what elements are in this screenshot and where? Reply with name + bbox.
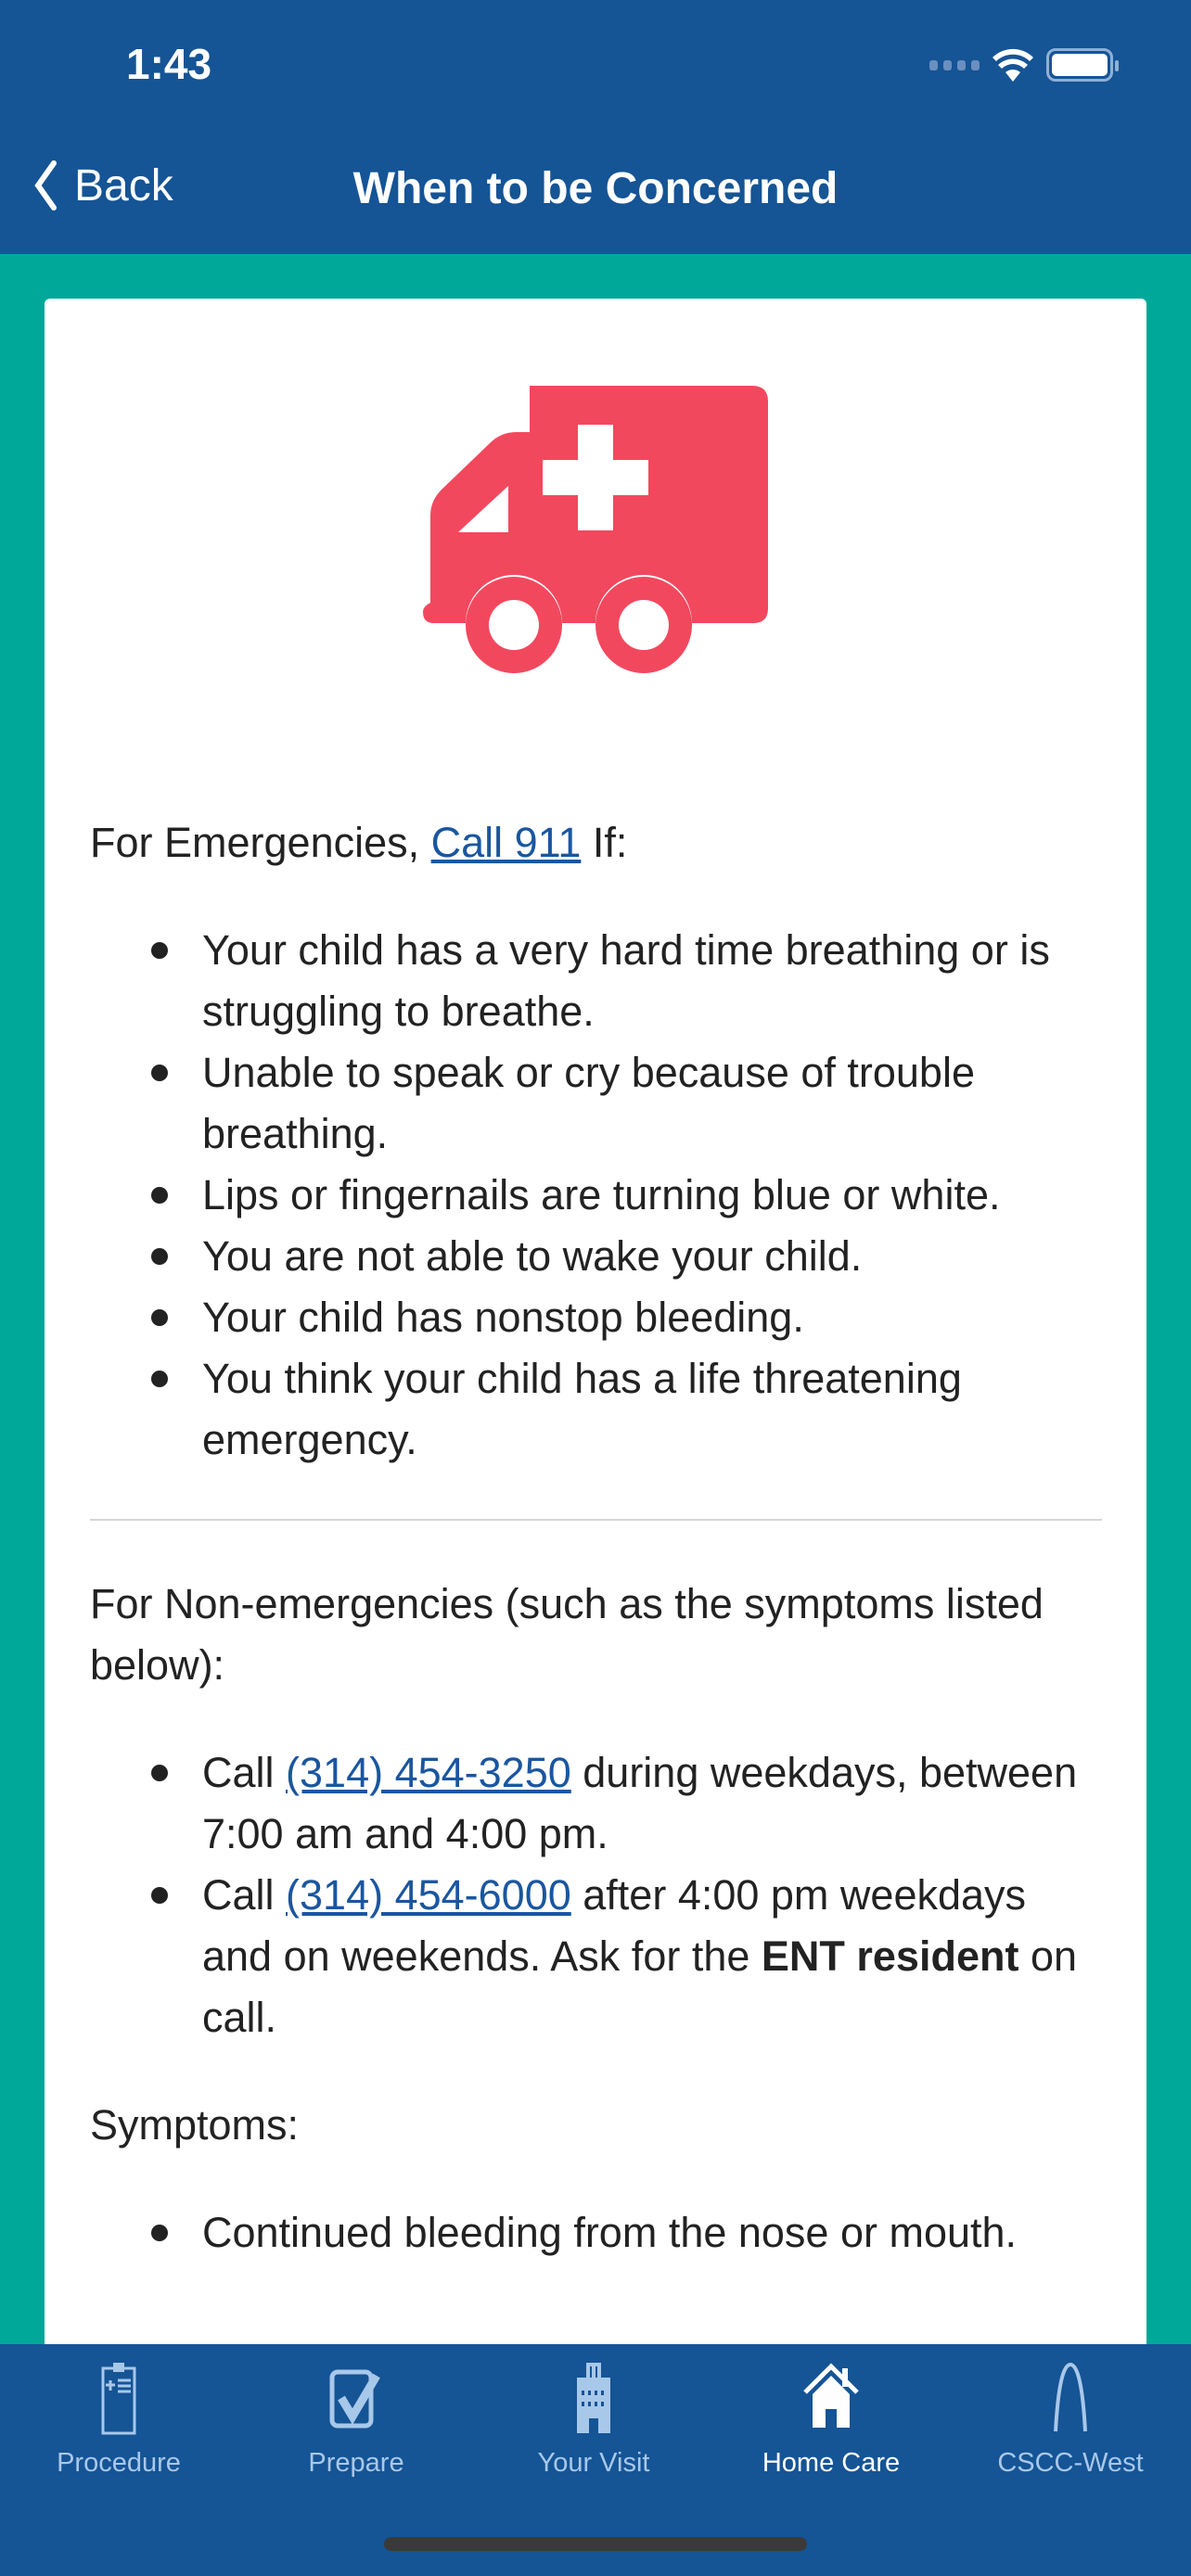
tab-cscc-west[interactable]: [950, 2344, 1191, 2479]
list-item: Unable to speak or cry because of trouble breathing.: [90, 1042, 1102, 1165]
phone-link-weekday[interactable]: (314) 454-3250: [286, 1749, 571, 1796]
intro-text-end: If:: [581, 819, 628, 866]
tab-label: Your Visit: [537, 2448, 650, 2478]
list-item: You think your child has a life threatening emergency.: [90, 1348, 1102, 1471]
intro-text: For Emergencies,: [90, 819, 431, 866]
non-emergency-list: [90, 1742, 1102, 2048]
list-item: Your child has a very hard time breathing or is struggling to breathe.: [90, 920, 1102, 1042]
tab-procedure[interactable]: [0, 2344, 237, 2479]
phone-link-after-hours[interactable]: (314) 454-6000: [286, 1871, 571, 1919]
call-911-link[interactable]: Call 911: [430, 819, 582, 866]
status-time: 1:43: [126, 40, 212, 88]
clipboard-icon: [100, 2361, 137, 2435]
ambulance-icon: [423, 386, 770, 673]
arch-icon: [1052, 2361, 1089, 2435]
item-bold: ENT resident: [761, 1932, 1019, 1980]
back-label: Back: [74, 160, 173, 210]
signal-icon: [929, 60, 980, 70]
item-text: Call: [202, 1749, 287, 1796]
top-bar: [0, 0, 1191, 254]
home-indicator[interactable]: [384, 2537, 807, 2551]
tab-label: CSCC-West: [997, 2448, 1144, 2478]
divider: [90, 1519, 1102, 1521]
tab-home-care[interactable]: [712, 2344, 950, 2479]
non-emergency-intro: For Non-emergencies (such as the symptoms listed below):: [90, 1580, 1044, 1689]
item-text: Call: [202, 1871, 287, 1919]
hospital-icon: [575, 2361, 612, 2435]
content-card: [45, 299, 1146, 2431]
tab-your-visit[interactable]: [475, 2344, 712, 2479]
emergency-intro: [90, 812, 1102, 874]
wifi-icon: [992, 48, 1033, 82]
tab-label: Prepare: [308, 2448, 404, 2478]
tab-label: Procedure: [57, 2448, 181, 2478]
house-icon: [803, 2361, 859, 2435]
item-text: after 4:00 pm weekdays and on weekends. Ask for the: [202, 1871, 1027, 1980]
list-item: Your child has nonstop bleeding.: [90, 1287, 1102, 1348]
list-item: You are not able to wake your child.: [90, 1226, 1102, 1287]
tab-prepare[interactable]: [237, 2344, 475, 2479]
list-item: Lips or fingernails are turning blue or white.: [90, 1165, 1102, 1226]
list-item: [90, 1865, 1102, 2048]
symptoms-label: Symptoms:: [90, 2101, 300, 2149]
emergency-list: [90, 920, 1102, 1471]
list-item: [90, 1742, 1102, 1865]
item-text: during weekdays, between 7:00 am and 4:00 pm.: [202, 1749, 1078, 1857]
tab-label: Home Care: [762, 2448, 901, 2478]
battery-icon: [1046, 48, 1113, 82]
page-title: When to be Concerned: [352, 164, 839, 213]
checkbox-icon: [328, 2361, 384, 2435]
item-text: on call.: [202, 1932, 1078, 2041]
status-icons: [929, 48, 1113, 82]
symptoms-list: [90, 2202, 1102, 2264]
list-item: Continued bleeding from the nose or mouth.: [90, 2202, 1102, 2264]
